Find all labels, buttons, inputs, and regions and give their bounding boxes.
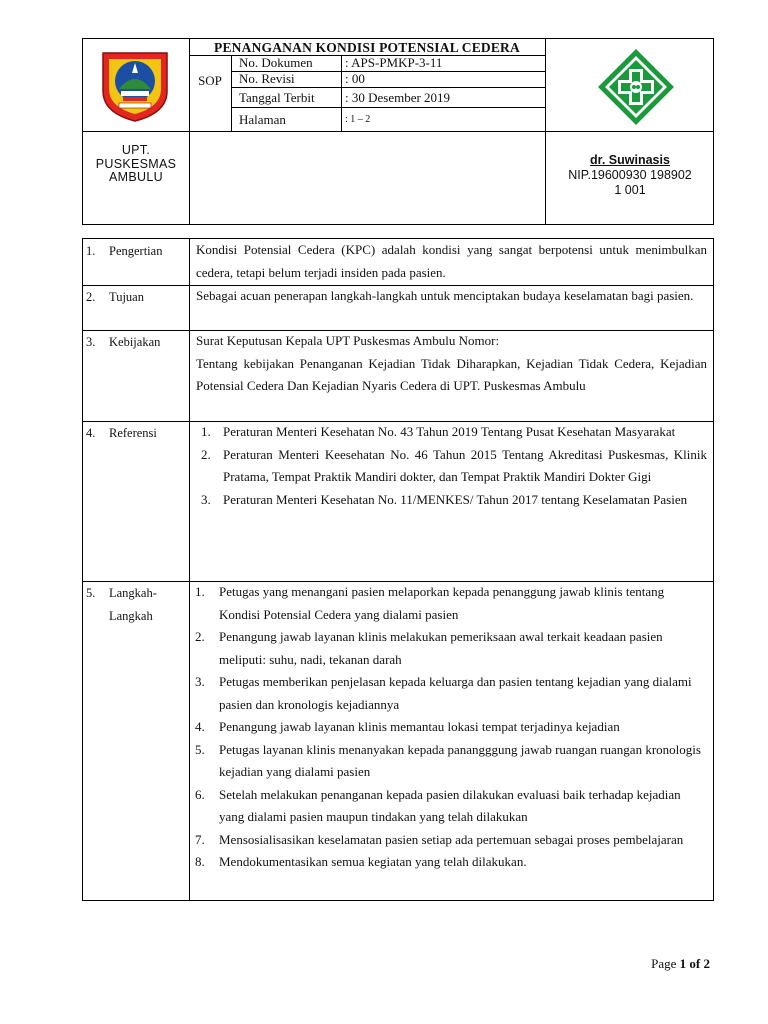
list-item-number: 7. — [195, 831, 205, 847]
sop-label: SOP — [198, 73, 222, 88]
list-item-text: Penangung jawab layanan klinis melakukan pemeriksaan awal terkait keadaan pasien meliputi: suhu, nadi, tekanan darah — [219, 629, 663, 667]
list-item-text: Penangung jawab layanan klinis memantau lokasi tempat terjadinya kejadian — [219, 719, 620, 734]
document-header — [82, 38, 714, 225]
list-item-number: 3. — [201, 491, 211, 507]
section-number-tujuan: 2. — [86, 290, 96, 304]
list-item-text: Peraturan Menteri Kesehatan No. 11/MENKES/ Tahun 2017 tentang Keselamatan Pasien — [223, 491, 688, 507]
field-value-terbit: : 30 Desember 2019 — [345, 90, 451, 105]
page-number — [590, 956, 710, 972]
list-item-text: Peraturan Menteri Keesehatan No. 46 Tahun 2015 Tentang Akreditasi Puskesmas, Klinik Pratama, Tempat Praktik Mandiri dokter, dan Tempat Praktik Mandiri Dokter Gigi — [223, 446, 707, 484]
field-label-halaman: Halaman — [239, 112, 286, 127]
list-item-text: Petugas yang menangani pasien melaporkan kepada penanggung jawab klinis tentang Kondisi Potensial Cedera yang dialami pasien — [219, 584, 665, 622]
field-label-dokumen: No. Dokumen — [239, 55, 313, 70]
page-of: of — [689, 956, 701, 971]
langkah-label-line-1: Langkah- — [109, 586, 157, 600]
signer-nip-line-1: NIP.19600930 198902 — [568, 168, 692, 182]
field-value-dokumen: : APS-PMKP-3-11 — [345, 55, 443, 70]
list-item — [189, 716, 701, 739]
section-label-referensi: Referensi — [109, 426, 157, 440]
section-number-kebijakan: 3. — [86, 335, 96, 349]
kebijakan-line-1: Surat Keputusan Kepala UPT Puskesmas Ambulu Nomor: — [196, 333, 500, 348]
section-number-referensi: 4. — [86, 426, 96, 440]
section-label-kebijakan: Kebijakan — [109, 335, 161, 349]
list-item-number: 3. — [195, 674, 205, 689]
section-number-pengertian: 1. — [86, 244, 96, 258]
list-item — [189, 851, 701, 874]
signer-nip-line-2: 1 001 — [614, 183, 646, 197]
list-item — [193, 489, 707, 512]
list-item-number: 1. — [201, 424, 211, 439]
list-item-text: Setelah melakukan penanganan kepada pasien dilakukan evaluasi baik terhadap kejadian yang dialami pasien maupun tindakan yang telah dilakukan — [219, 786, 681, 824]
field-label-revisi: No. Revisi — [239, 71, 295, 86]
list-item-number: 2. — [201, 446, 211, 462]
regency-logo — [97, 47, 173, 123]
list-item — [189, 739, 701, 784]
list-item — [189, 626, 701, 671]
list-item-text: Peraturan Menteri Kesehatan No. 43 Tahun 2019 Tentang Pusat Kesehatan Masyarakat — [223, 424, 676, 439]
list-item — [189, 784, 701, 829]
langkah-label-line-2: Langkah — [109, 608, 153, 623]
section-text-pengertian: Kondisi Potensial Cedera (KPC) adalah kondisi yang sangat berpotensi untuk menimbulkan cedera, tetapi belum terjadi insiden pada pasien. — [196, 242, 707, 280]
list-item-number: 2. — [195, 629, 205, 644]
list-item — [189, 671, 701, 716]
field-value-halaman: : 1 – 2 — [345, 114, 371, 125]
puskesmas-logo — [596, 47, 676, 127]
signer-block — [546, 153, 714, 198]
page-prefix: Page — [651, 956, 677, 971]
list-item-number: 4. — [195, 719, 205, 734]
signer-name: dr. Suwinasis — [590, 153, 670, 167]
kebijakan-line-2: Tentang kebijakan Penanganan Kejadian Tidak Diharapkan, Kejadian Tidak Cedera, Kejadian Potensial Cedera Dan Kejadian Nyaris Cedera di UPT. Puskesmas Ambulu — [196, 355, 707, 393]
list-item-text: Mendokumentasikan semua kegiatan yang telah dilakukan. — [219, 854, 527, 869]
org-line-1: UPT. — [121, 143, 151, 157]
list-item — [189, 581, 701, 626]
section-label-tujuan: Tujuan — [109, 290, 144, 304]
section-label-pengertian: Pengertian — [109, 244, 163, 258]
field-value-revisi: : 00 — [345, 71, 365, 86]
sop-content-table — [82, 238, 714, 901]
org-line-3: AMBULU — [109, 170, 163, 184]
organization-name — [83, 144, 189, 185]
page-total: 2 — [703, 956, 710, 971]
field-label-terbit: Tanggal Terbit — [239, 90, 315, 105]
section-number-langkah: 5. — [86, 586, 96, 600]
referensi-list — [193, 421, 707, 511]
list-item-number: 8. — [195, 854, 205, 869]
org-line-2: PUSKESMAS — [95, 156, 177, 171]
list-item-text: Petugas layanan klinis menanyakan kepada panangggung jawab ruangan ruangan kronologis kejadian yang dialami pasien — [219, 741, 701, 779]
document-title: PENANGANAN KONDISI POTENSIAL CEDERA — [214, 40, 520, 55]
list-item-number: 6. — [195, 786, 205, 802]
list-item — [189, 829, 701, 852]
list-item-number: 5. — [195, 741, 205, 757]
list-item — [193, 421, 707, 444]
section-text-kebijakan — [196, 330, 707, 398]
list-item — [193, 444, 707, 489]
list-item-text: Mensosialisasikan keselamatan pasien setiap ada pertemuan sebagai proses pembelajaran — [219, 831, 684, 847]
list-item-text: Petugas memberikan penjelasan kepada keluarga dan pasien tentang kejadian yang dialami pasien dan kronologis kejadiannya — [219, 674, 692, 712]
section-label-langkah — [109, 582, 157, 627]
section-text-tujuan: Sebagai acuan penerapan langkah-langkah untuk menciptakan budaya keselamatan bagi pasien. — [196, 288, 694, 303]
page-current: 1 — [679, 956, 687, 971]
langkah-list — [189, 581, 701, 874]
list-item-number: 1. — [195, 584, 205, 599]
